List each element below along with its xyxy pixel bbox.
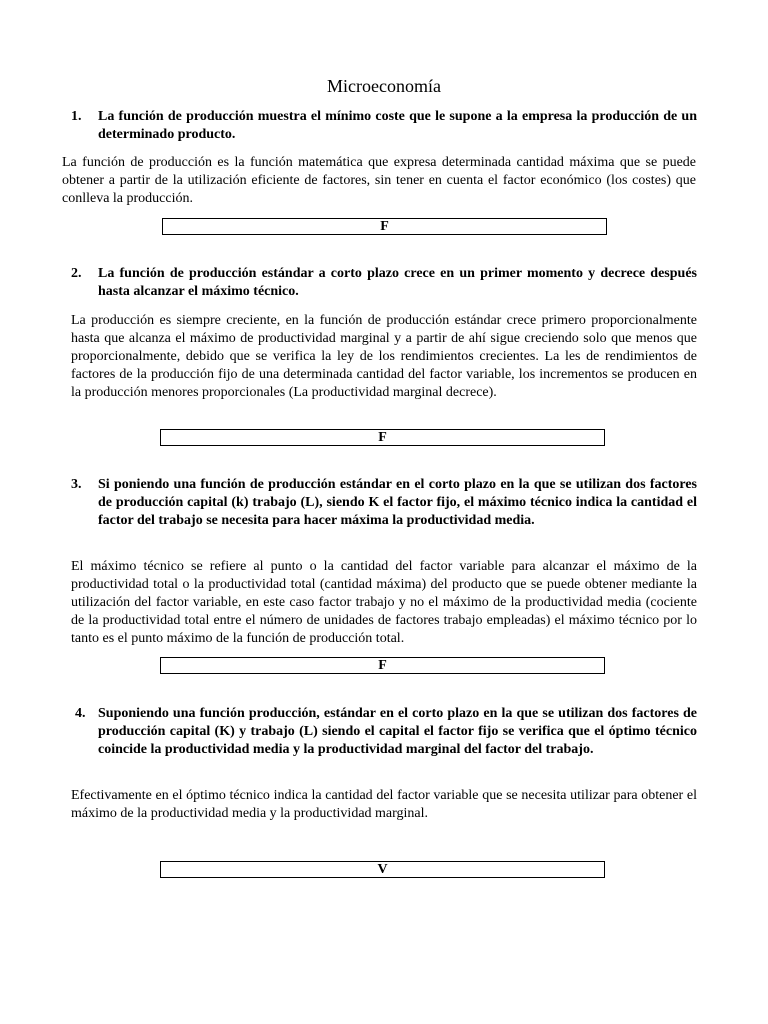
question-1 <box>71 108 697 144</box>
question-number: 3. <box>71 477 82 492</box>
explanation-1: La función de producción es la función matemática que expresa determinada cantidad máxima que se puede obtener a partir de la utilización eficiente de factores, sin tener en cuenta el factor económico (los costes) que conlleva la producción. <box>62 155 696 206</box>
question-text: Si poniendo una función de producción estándar en el corto plazo en la que se utilizan dos factores de producción capital (k) trabajo (L), siendo K el factor fijo, el máximo técnico indica la cantidad el factor del trabajo se necesita para hacer máxima la productividad media. <box>98 477 697 528</box>
explanation-4: Efectivamente en el óptimo técnico indica la cantidad del factor variable que se necesita utilizar para obtener el máximo de la productividad media y la productividad marginal. <box>71 788 697 821</box>
question-3 <box>71 476 697 530</box>
question-number: 2. <box>71 266 82 281</box>
explanation-2: La producción es siempre creciente, en la función de producción estándar crece primero proporcionalmente hasta que alcanza el máximo de productividad marginal y a partir de ahí sigue creciendo solo que menos que proporcionalmente, debido que se verifica la ley de los rendimientos crecientes. La les de rendimientos de factores de la producción fijo de una determinada cantidad del factor variable, los incrementos se producen en la producción menores proporcionales (La productividad marginal decrece). <box>71 313 697 400</box>
question-number: 1. <box>71 109 82 124</box>
answer-box-3: F <box>160 657 605 674</box>
question-4 <box>71 705 697 759</box>
question-number: 4. <box>75 706 86 721</box>
answer-box-4: V <box>160 861 605 878</box>
page-title: Microeconomía <box>327 76 441 96</box>
explanation-3: El máximo técnico se refiere al punto o la cantidad del factor variable para alcanzar el máximo de la productividad total o la productividad total (cantidad máxima) del producto que se puede obtener mediante la utilización del factor variable, en este caso factor trabajo y no el máximo de la productividad media (cociente de la productividad total entre el número de unidades de factores trabajo empleadas) el máximo técnico por lo tanto es el punto máximo de la función de producción total. <box>71 559 697 646</box>
question-text: La función de producción estándar a corto plazo crece en un primer momento y decrece después hasta alcanzar el máximo técnico. <box>98 266 697 299</box>
answer-box-2: F <box>160 429 605 446</box>
question-2 <box>71 265 697 301</box>
question-text: Suponiendo una función producción, estándar en el corto plazo en la que se utilizan dos factores de producción capital (K) y trabajo (L) siendo el capital el factor fijo se verifica que el óptimo técnico coincide la productividad media y la productividad marginal del factor del trabajo. <box>98 706 697 757</box>
answer-box-1: F <box>162 218 607 235</box>
question-text: La función de producción muestra el mínimo coste que le supone a la empresa la producción de un determinado producto. <box>98 109 697 142</box>
